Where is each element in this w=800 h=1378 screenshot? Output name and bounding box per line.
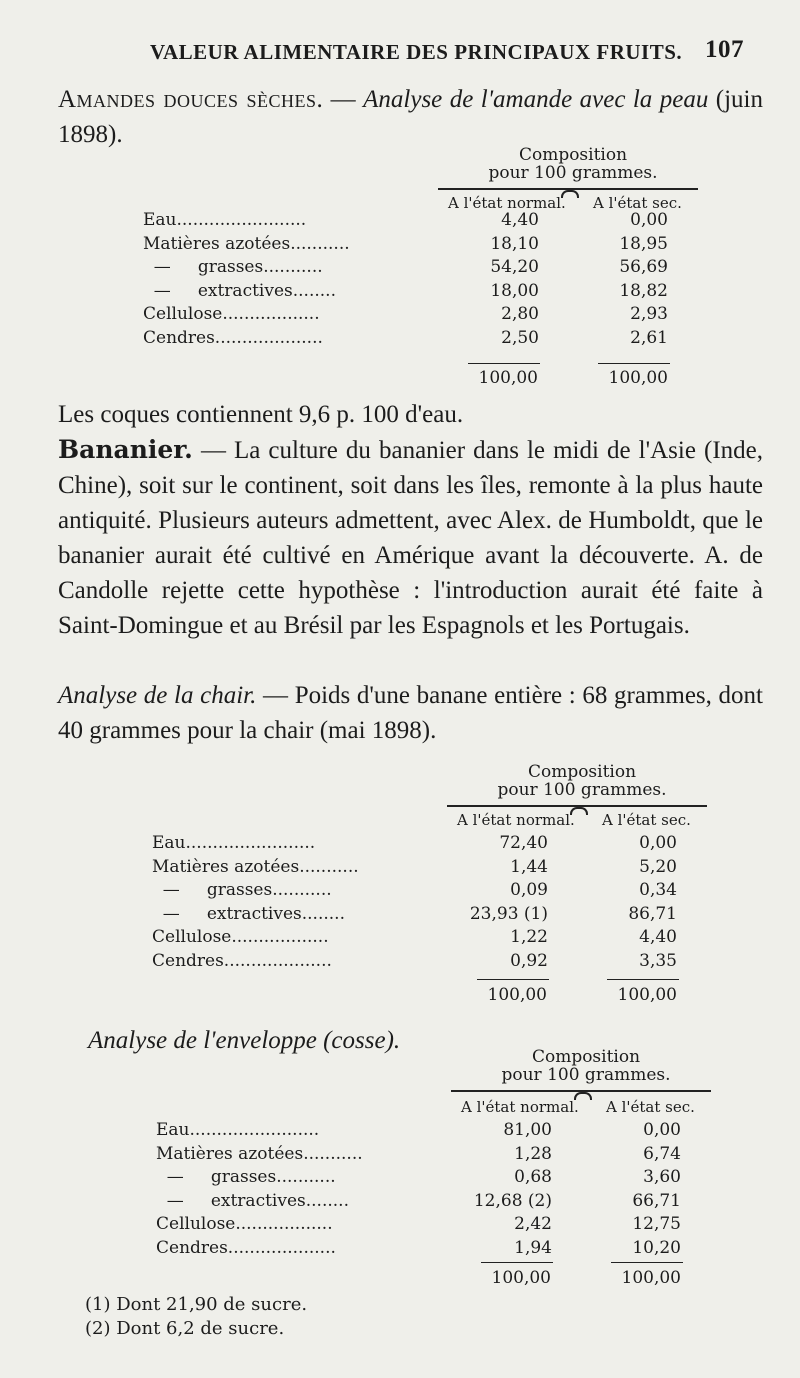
value-normal: 12,68 (2) <box>473 1190 552 1211</box>
bananier-paragraph <box>58 432 763 643</box>
chair-title: Analyse de la chair. <box>58 682 257 709</box>
sum-line-1 <box>477 979 549 980</box>
header-title: VALEUR ALIMENTAIRE DES PRINCIPAUX FRUITS. <box>150 40 683 64</box>
value-normal: 4,40 <box>501 210 539 230</box>
row-label: Cellulose.................. <box>156 1214 333 1234</box>
sum-line-1 <box>468 363 540 364</box>
value-normal: 0,09 <box>510 880 548 900</box>
total-sec: 100,00 <box>621 1268 681 1288</box>
footnote-1: (1) Dont 21,90 de sucre. <box>85 1294 308 1315</box>
table-row <box>156 1167 716 1191</box>
value-sec: 0,00 <box>639 833 677 853</box>
value-sec: 3,60 <box>643 1167 681 1187</box>
amandes-table <box>143 146 703 386</box>
col-normal: A l'état normal. <box>448 194 566 212</box>
per-label: pour 100 grammes. <box>488 163 658 183</box>
value-sec: 2,93 <box>630 304 668 324</box>
value-sec: 4,40 <box>639 927 677 947</box>
row-label: Cendres.................... <box>143 327 323 348</box>
chair-table <box>152 763 712 1008</box>
amandes-heading <box>58 82 763 152</box>
value-sec: 10,20 <box>632 1237 681 1258</box>
value-normal: 72,40 <box>499 833 548 853</box>
row-label: Matières azotées........... <box>143 233 350 254</box>
value-normal: 1,28 <box>514 1143 552 1164</box>
table-row <box>152 951 712 975</box>
composition-label: Composition <box>531 1047 641 1067</box>
enveloppe-title: Analyse de l'enveloppe (cosse). <box>88 1027 401 1054</box>
value-sec: 2,61 <box>630 327 668 348</box>
brace <box>447 805 707 807</box>
value-normal: 0,92 <box>510 950 548 971</box>
table-row <box>156 1214 716 1238</box>
row-label: Matières azotées........... <box>152 856 359 877</box>
value-normal: 2,42 <box>514 1214 552 1234</box>
table-row <box>143 234 703 258</box>
total-sec: 100,00 <box>608 368 668 388</box>
value-normal: 18,00 <box>490 280 539 301</box>
table-row <box>152 833 712 857</box>
amandes-title: Amandes douces sèches. <box>58 86 324 113</box>
footnotes <box>85 1293 307 1341</box>
value-normal: 1,22 <box>510 927 548 947</box>
value-normal: 54,20 <box>490 257 539 277</box>
col-sec: A l'état sec. <box>606 1098 695 1116</box>
col-normal: A l'état normal. <box>461 1098 579 1116</box>
value-normal: 23,93 (1) <box>469 903 548 924</box>
table-row <box>143 210 703 234</box>
row-label: Eau........................ <box>156 1120 320 1140</box>
composition-label: Composition <box>527 762 637 782</box>
table-row <box>152 927 712 951</box>
row-label: — extractives........ <box>156 1190 349 1211</box>
row-label: — extractives........ <box>143 280 336 301</box>
page-number: 107 <box>705 36 744 63</box>
bananier-title: Bananier. <box>58 435 193 464</box>
value-sec: 3,35 <box>639 950 677 971</box>
col-sec: A l'état sec. <box>602 811 691 829</box>
value-sec: 0,34 <box>639 880 677 900</box>
col-sec: A l'état sec. <box>593 194 682 212</box>
table-row <box>156 1120 716 1144</box>
table-row <box>143 304 703 328</box>
row-label: Eau........................ <box>143 210 307 230</box>
table-row <box>152 857 712 881</box>
per-label: pour 100 grammes. <box>501 1065 671 1085</box>
brace <box>438 188 698 190</box>
value-sec: 6,74 <box>643 1143 681 1164</box>
value-normal: 0,68 <box>514 1167 552 1187</box>
value-sec: 66,71 <box>632 1190 681 1211</box>
table-row <box>156 1144 716 1168</box>
total-sec: 100,00 <box>617 985 677 1005</box>
table-row <box>143 328 703 352</box>
coques-line: Les coques contiennent 9,6 p. 100 d'eau. <box>58 401 464 428</box>
value-normal: 2,80 <box>501 304 539 324</box>
value-normal: 81,00 <box>503 1120 552 1140</box>
row-label: Matières azotées........... <box>156 1143 363 1164</box>
total-normal: 100,00 <box>491 1268 551 1288</box>
row-label: Cendres.................... <box>152 950 332 971</box>
amandes-subtitle: Analyse de l'amande avec la peau <box>363 86 709 113</box>
per-label: pour 100 grammes. <box>497 780 667 800</box>
value-sec: 18,95 <box>619 233 668 254</box>
table-row <box>152 880 712 904</box>
table-row <box>152 904 712 928</box>
footnote-2: (2) Dont 6,2 de sucre. <box>85 1318 285 1339</box>
table-row <box>156 1191 716 1215</box>
row-label: Cendres.................... <box>156 1237 336 1258</box>
total-normal: 100,00 <box>478 368 538 388</box>
value-sec: 18,82 <box>619 280 668 301</box>
running-header <box>150 36 770 65</box>
row-label: Cellulose.................. <box>143 304 320 324</box>
value-sec: 86,71 <box>628 903 677 924</box>
row-label: — grasses........... <box>143 257 323 277</box>
amandes-date: (juin 1898). <box>58 86 764 148</box>
row-label: — grasses........... <box>156 1167 336 1187</box>
sum-line-2 <box>607 979 679 980</box>
row-label: — extractives........ <box>152 903 345 924</box>
value-sec: 56,69 <box>619 257 668 277</box>
row-label: Eau........................ <box>152 833 316 853</box>
enveloppe-table <box>156 1048 716 1293</box>
brace <box>451 1090 711 1092</box>
total-normal: 100,00 <box>487 985 547 1005</box>
sum-line-2 <box>611 1262 683 1263</box>
table-row <box>143 281 703 305</box>
table-row <box>143 257 703 281</box>
row-label: — grasses........... <box>152 880 332 900</box>
value-sec: 0,00 <box>643 1120 681 1140</box>
bananier-text: — La culture du bananier dans le midi de l'Asie (Inde, Chine), soit sur le continent, soit dans les îles, remonte à la plus haute antiquité. Plusieurs auteurs admettent, avec Alex. de Humboldt, que le bananier aurait été cultivé en Amérique avant la découverte. A. de Candolle rejette cette hypothèse : l'introduction aurait été faite à Saint-Domingue et au Brésil par les Espagnols et les Portugais. <box>58 437 763 639</box>
chair-paragraph <box>58 678 763 748</box>
value-normal: 1,94 <box>514 1237 552 1258</box>
sum-line-2 <box>598 363 670 364</box>
row-label: Cellulose.................. <box>152 927 329 947</box>
dash: — <box>323 86 364 113</box>
value-sec: 0,00 <box>630 210 668 230</box>
value-normal: 2,50 <box>501 327 539 348</box>
table-row <box>156 1238 716 1262</box>
value-normal: 1,44 <box>510 856 548 877</box>
col-normal: A l'état normal. <box>457 811 575 829</box>
value-sec: 5,20 <box>639 856 677 877</box>
composition-label: Composition <box>518 145 628 165</box>
chair-text: — Poids d'une banane entière : 68 grammes, dont 40 grammes pour la chair (mai 1898). <box>58 682 763 744</box>
value-sec: 12,75 <box>632 1214 681 1234</box>
value-normal: 18,10 <box>490 233 539 254</box>
sum-line-1 <box>481 1262 553 1263</box>
